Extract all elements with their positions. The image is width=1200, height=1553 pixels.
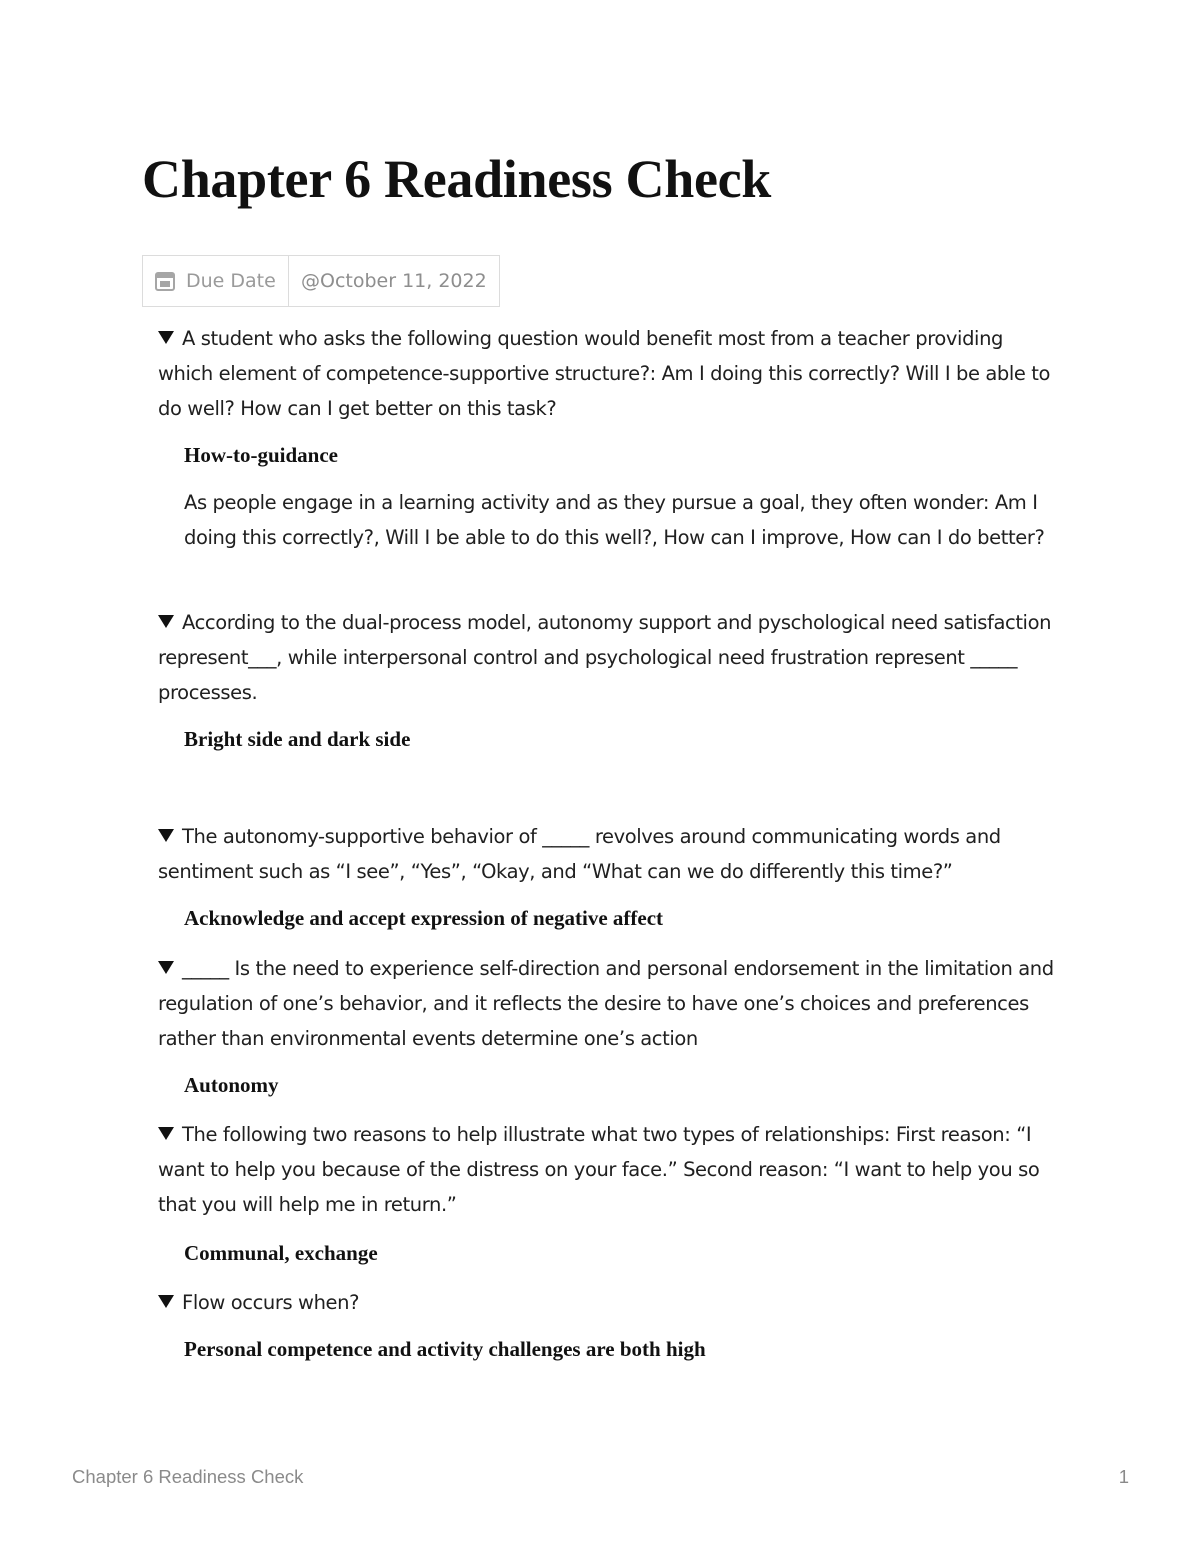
property-name — [143, 256, 289, 306]
answer-6: Personal competence and activity challenges are both high — [184, 1337, 706, 1361]
answer-1: How-to-guidance — [184, 443, 338, 467]
question-text: A student who asks the following question would benefit most from a teacher providing which element of competence-supportive structure?: Am I doing this correctly? Will I be able to do well? How can I get better on this task? — [158, 327, 1051, 420]
toggle-question-1 — [158, 321, 1058, 426]
toggle-arrow-icon[interactable] — [158, 1127, 174, 1140]
question-text: Flow occurs when? — [182, 1291, 360, 1314]
toggle-arrow-icon[interactable] — [158, 961, 174, 974]
toggle-arrow-icon[interactable] — [158, 615, 174, 628]
toggle-question-4 — [158, 951, 1058, 1056]
calendar-icon — [154, 270, 176, 292]
property-row-due-date — [142, 255, 500, 307]
question-text: _____ Is the need to experience self-direction and personal endorsement in the limitation and regulation of one’s behavior, and it reflects the desire to have one’s choices and preferences rather than environmental events determine one’s action — [158, 957, 1054, 1050]
answer-5: Communal, exchange — [184, 1241, 378, 1265]
answer-4: Autonomy — [184, 1073, 279, 1097]
due-date-label: Due Date — [186, 270, 276, 292]
question-text: According to the dual-process model, autonomy support and pyschological need satisfaction represent___, while interpersonal control and psychological need frustration represent _____ processes. — [158, 611, 1052, 704]
toggle-arrow-icon[interactable] — [158, 1295, 174, 1308]
footer-title: Chapter 6 Readiness Check — [72, 1466, 304, 1487]
toggle-arrow-icon[interactable] — [158, 331, 174, 344]
toggle-question-5 — [158, 1117, 1058, 1222]
toggle-question-2 — [158, 605, 1058, 710]
toggle-question-3 — [158, 819, 1058, 889]
toggle-arrow-icon[interactable] — [158, 829, 174, 842]
question-text: The autonomy-supportive behavior of _____ revolves around communicating words and sentiment such as “I see”, “Yes”, “Okay, and “What can we do differently this time?” — [158, 825, 1001, 883]
page-number: 1 — [1118, 1466, 1129, 1487]
answer-2: Bright side and dark side — [184, 727, 411, 751]
explanation-1: As people engage in a learning activity and as they pursue a goal, they often wonder: Am I doing this correctly?, Will I be able to do this well?, How can I improve, How can I do better? — [184, 491, 1045, 549]
due-date-value[interactable]: @October 11, 2022 — [301, 270, 487, 292]
answer-3: Acknowledge and accept expression of negative affect — [184, 906, 664, 930]
question-text: The following two reasons to help illustrate what two types of relationships: First reason: “I want to help you because of the distress on your face.” Second reason: “I want to help you so that you will help me in return.” — [158, 1123, 1040, 1216]
toggle-question-6 — [158, 1285, 1058, 1320]
page-title: Chapter 6 Readiness Check — [142, 149, 772, 209]
